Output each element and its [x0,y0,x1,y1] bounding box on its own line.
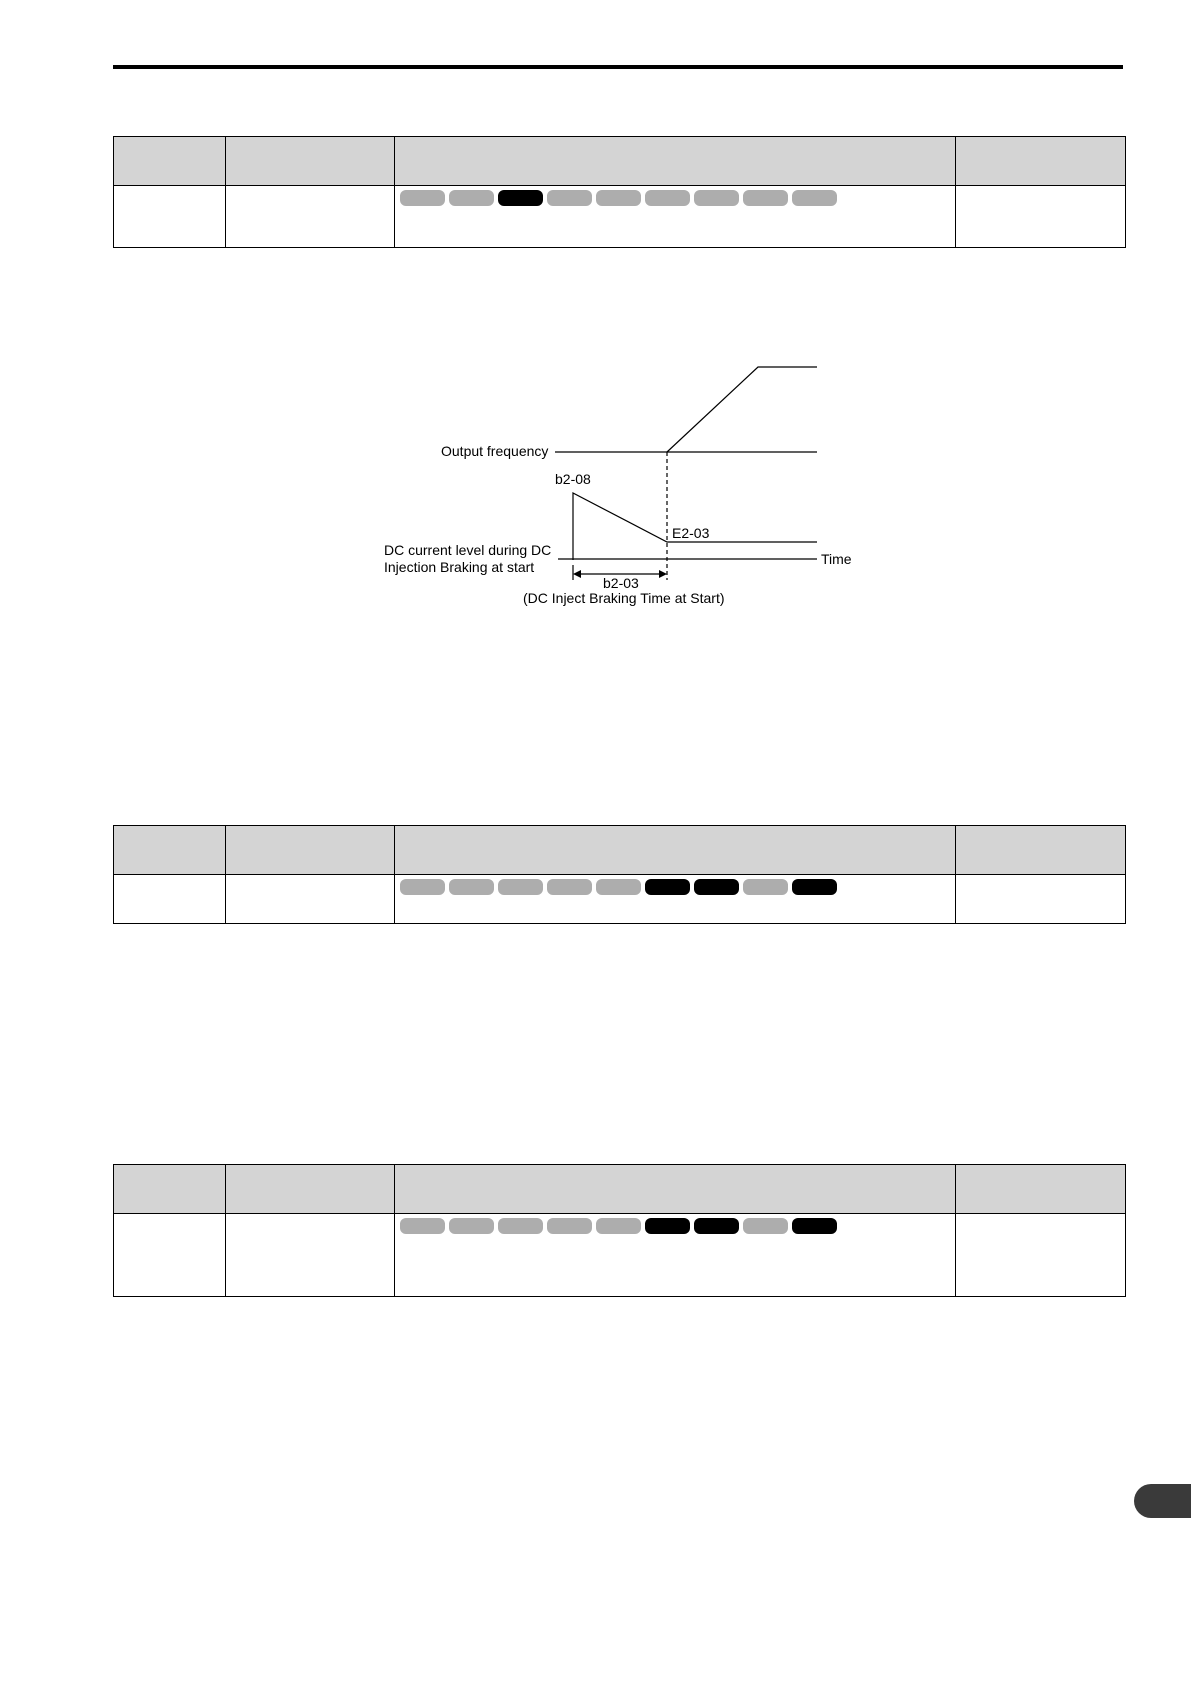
control-mode-cell [395,186,956,248]
dc-current-label-line1: DC current level during DC [384,542,552,558]
header-cell-1 [114,1165,226,1214]
chapter-tab[interactable] [1134,1484,1191,1518]
control-mode-indicator-9 [792,1218,837,1234]
output-frequency-ramp [667,367,817,452]
time-label: Time [821,551,852,567]
control-mode-indicator-9 [792,190,837,206]
table-header-row [114,826,1126,875]
row-cell-2 [226,1214,395,1297]
control-mode-indicator-1 [400,1218,445,1234]
table-row [114,875,1126,924]
b2-08-label: b2-08 [555,471,591,487]
arrow-left-icon [573,570,581,578]
parameter-table-2 [113,825,1126,924]
header-cell-4 [956,826,1126,875]
dc-current-label-line2: Injection Braking at start [384,559,535,575]
control-mode-indicator-6 [645,190,690,206]
header-cell-4 [956,1165,1126,1214]
header-cell-3 [395,1165,956,1214]
control-mode-indicator-2 [449,1218,494,1234]
control-mode-indicator-4 [547,1218,592,1234]
header-cell-1 [114,137,226,186]
row-cell-4 [956,186,1126,248]
control-mode-indicator-7 [694,879,739,895]
e2-03-label: E2-03 [672,525,710,541]
b2-03-label: b2-03 [603,575,639,591]
table-row [114,1214,1126,1297]
table-row [114,186,1126,248]
header-cell-2 [226,137,395,186]
row-cell-2 [226,875,395,924]
control-mode-cell [395,875,956,924]
control-mode-indicator-1 [400,190,445,206]
control-mode-indicator-3 [498,190,543,206]
row-cell-2 [226,186,395,248]
header-cell-2 [226,1165,395,1214]
header-cell-3 [395,826,956,875]
control-mode-indicator-8 [743,1218,788,1234]
control-mode-indicators [395,186,955,210]
control-mode-indicator-4 [547,879,592,895]
row-cell-4 [956,1214,1126,1297]
control-mode-indicator-7 [694,190,739,206]
header-cell-1 [114,826,226,875]
control-mode-indicator-7 [694,1218,739,1234]
output-frequency-label: Output frequency [441,443,549,459]
control-mode-indicator-2 [449,190,494,206]
control-mode-indicator-6 [645,1218,690,1234]
arrow-right-icon [659,570,667,578]
control-mode-indicator-8 [743,190,788,206]
top-rule [113,65,1123,69]
header-cell-4 [956,137,1126,186]
control-mode-indicator-5 [596,879,641,895]
control-mode-indicator-8 [743,879,788,895]
control-mode-indicators [395,1214,955,1238]
control-mode-indicator-9 [792,879,837,895]
header-cell-3 [395,137,956,186]
control-mode-indicator-3 [498,1218,543,1234]
dc-injection-timing-diagram [380,360,860,620]
control-mode-indicator-2 [449,879,494,895]
b2-03-description: (DC Inject Braking Time at Start) [523,590,725,606]
parameter-table-1 [113,136,1126,248]
control-mode-indicator-5 [596,190,641,206]
header-cell-2 [226,826,395,875]
row-cell-1 [114,875,226,924]
control-mode-indicator-4 [547,190,592,206]
control-mode-cell [395,1214,956,1297]
control-mode-indicator-6 [645,879,690,895]
parameter-table-3 [113,1164,1126,1297]
row-cell-4 [956,875,1126,924]
control-mode-indicator-5 [596,1218,641,1234]
row-cell-1 [114,186,226,248]
control-mode-indicator-3 [498,879,543,895]
table-header-row [114,1165,1126,1214]
row-cell-1 [114,1214,226,1297]
control-mode-indicator-1 [400,879,445,895]
control-mode-indicators [395,875,955,899]
table-header-row [114,137,1126,186]
